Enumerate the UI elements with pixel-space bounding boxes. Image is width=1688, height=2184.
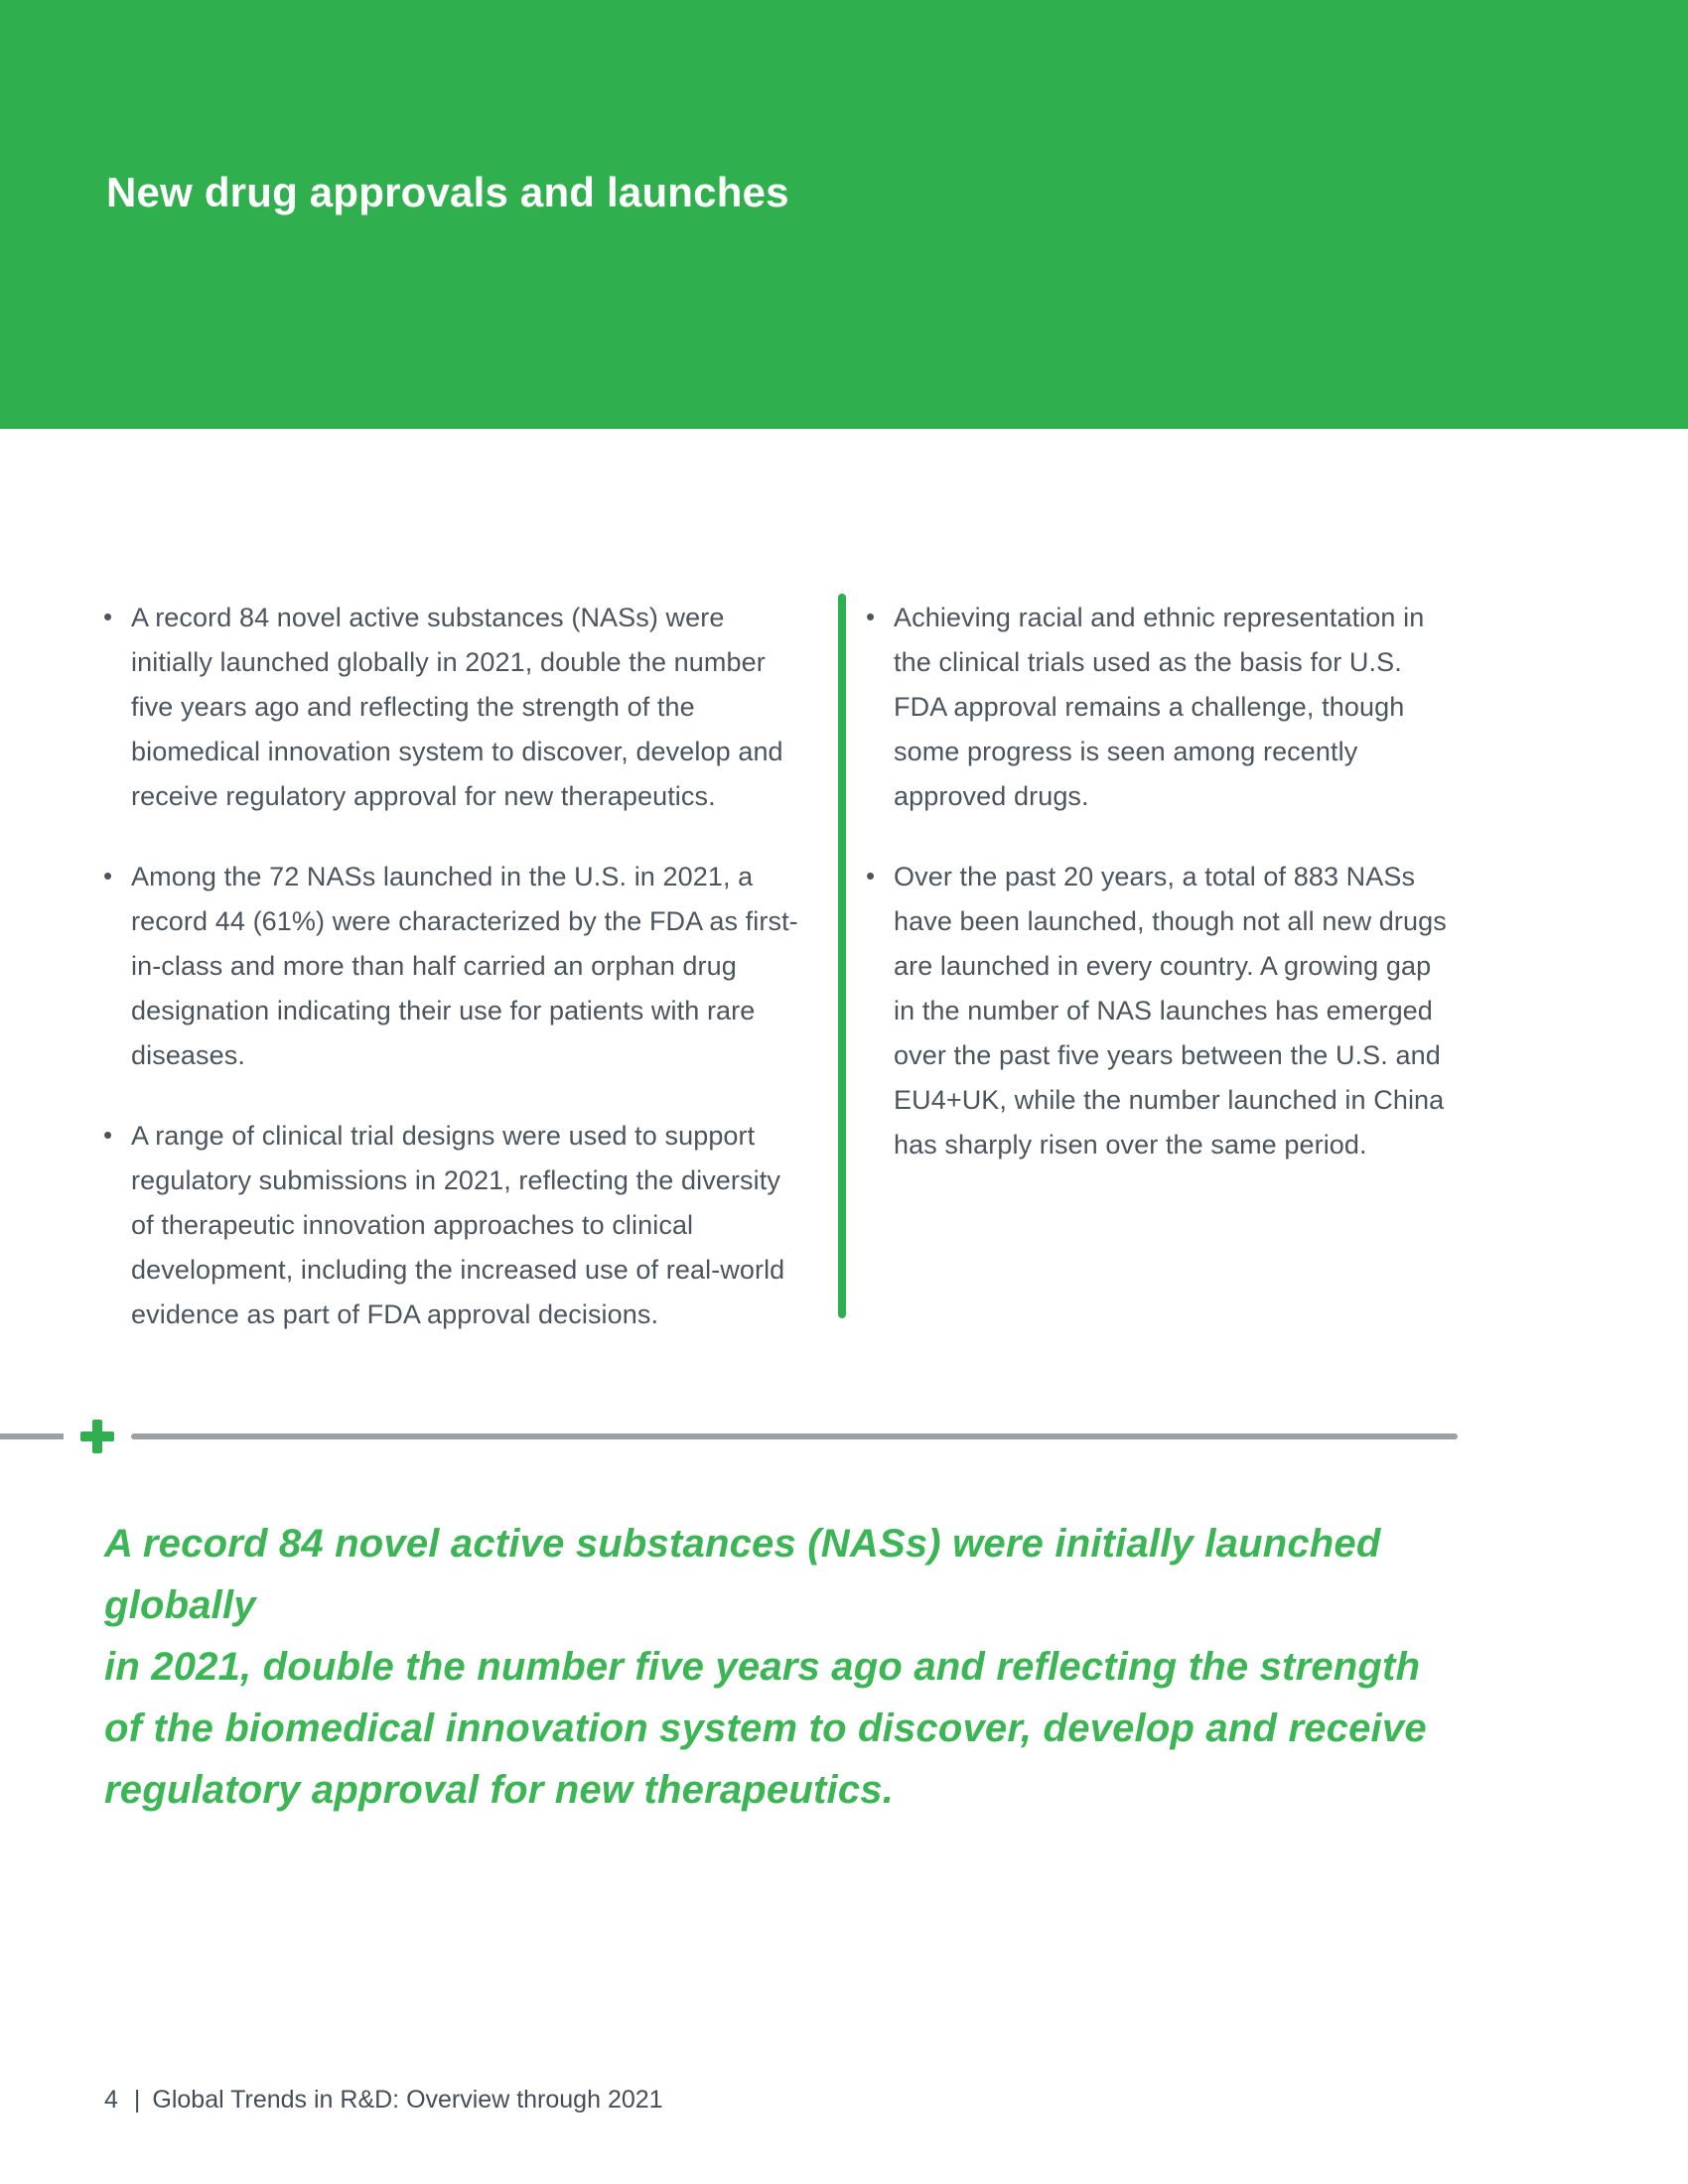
left-column bbox=[89, 596, 798, 1337]
pull-quote-line: in 2021, double the number five years ago and reflecting the strength bbox=[104, 1645, 1421, 1689]
bullet-item: • Over the past 20 years, a total of 883 NASs have been launched, though not all new drugs are launched in every country. A growing gap in the number of NAS launches has emerged over the past five years between the U.S. and EU4+UK, while the number launched in China has sharply risen over the same period. bbox=[852, 855, 1448, 1167]
divider-line-left bbox=[0, 1433, 64, 1439]
column-divider-rule bbox=[838, 594, 846, 1318]
pull-quote-line: A record 84 novel active substances (NASs) were initially launched globally bbox=[104, 1522, 1381, 1627]
bullet-item: • Achieving racial and ethnic representation in the clinical trials used as the basis for U.S. FDA approval remains a challenge, though some progress is seen among recently approved drugs. bbox=[852, 596, 1448, 819]
bullet-list-left bbox=[89, 596, 798, 1337]
bullet-list-right bbox=[852, 596, 1448, 1167]
page-footer bbox=[104, 2085, 663, 2115]
divider-line-right bbox=[131, 1433, 1458, 1439]
pull-quote-line: regulatory approval for new therapeutics. bbox=[104, 1768, 895, 1812]
page-title: New drug approvals and launches bbox=[106, 169, 789, 215]
right-column bbox=[852, 596, 1448, 1167]
page-number: 4 bbox=[104, 2086, 118, 2114]
bullet-columns bbox=[89, 596, 1448, 1337]
footer-document-title: Global Trends in R&D: Overview through 2021 bbox=[152, 2086, 663, 2114]
header-band bbox=[0, 0, 1688, 429]
footer-separator: | bbox=[133, 2086, 141, 2114]
section-divider bbox=[0, 1419, 1458, 1454]
plus-icon bbox=[80, 1420, 114, 1453]
bullet-item: • A record 84 novel active substances (NASs) were initially launched globally in 2021, double the number five years ago and reflecting the strength of the biomedical innovation system to discover, develop and receive regulatory approval for new therapeutics. bbox=[89, 596, 798, 819]
pull-quote bbox=[104, 1513, 1534, 1821]
bullet-item: • A range of clinical trial designs were used to support regulatory submissions in 2021, reflecting the diversity of therapeutic innovation approaches to clinical development, including the increased use of real-world evidence as part of FDA approval decisions. bbox=[89, 1114, 798, 1337]
pull-quote-line: of the biomedical innovation system to discover, develop and receive bbox=[104, 1706, 1427, 1750]
bullet-item: • Among the 72 NASs launched in the U.S. in 2021, a record 44 (61%) were characterized by the FDA as first-in-class and more than half carried an orphan drug designation indicating their use for patients with rare diseases. bbox=[89, 855, 798, 1078]
